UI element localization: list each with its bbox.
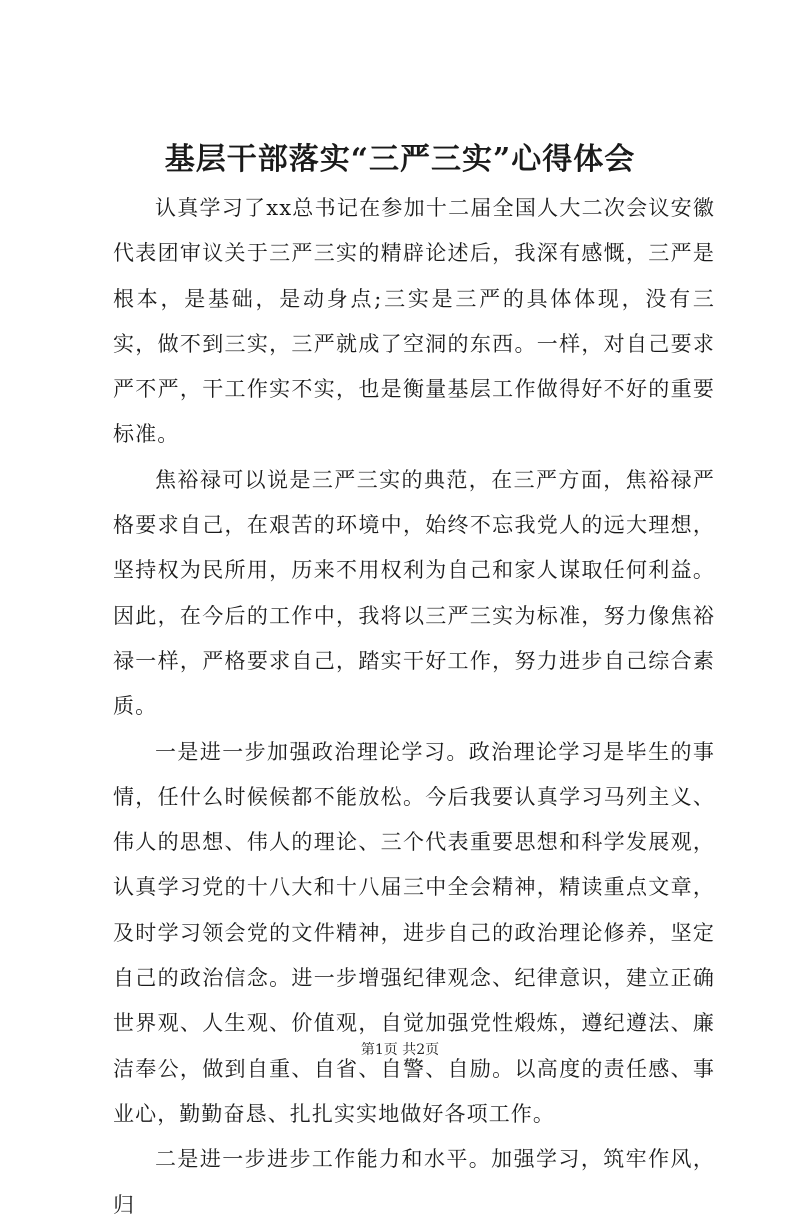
- paragraph: 一是进一步加强政治理论学习。政治理论学习是毕生的事情，任什么时候候都不能放松。今后我要认真学习马列主义、伟人的思想、伟人的理论、三个代表重要思想和科学发展观，认真学习党的十八大和十八届三中全会精神，精读重点文章，及时学习领会党的文件精神，进步自己的政治理论修养，坚定自己的政治信念。进一步增强纪律观念、纪律意识，建立正确世界观、人生观、价值观，自觉加强党性煅炼，遵纪遵法、廉洁奉公，做到自重、自省、自警、自励。以高度的责任感、事业心，勤勤奋恳、扎扎实实地做好各项工作。: [113, 739, 715, 1126]
- page-footer: 第1页 共2页: [360, 1042, 440, 1058]
- document-title: 基层干部落实“三严三实”心得体会: [164, 142, 636, 177]
- paragraph: 焦裕禄可以说是三严三实的典范，在三严方面，焦裕禄严格要求自己，在艰苦的环境中，始终不忘我党人的远大理想，坚持权为民所用，历来不用权利为自己和家人谋取任何利益。因此，在今后的工作中，我将以三严三实为标准，努力像焦裕禄一样，严格要求自己，踏实干好工作，努力进步自己综合素质。: [113, 467, 715, 719]
- paragraph: 认真学习了xx总书记在参加十二届全国人大二次会议安徽代表团审议关于三严三实的精辟论述后，我深有感慨，三严是根本，是基础，是动身点;三实是三严的具体体现，没有三实，做不到三实，三严就成了空洞的东西。一样，对自己要求严不严，干工作实不实，也是衡量基层工作做得好不好的重要标准。: [113, 196, 715, 447]
- paragraph: 二是进一步进步工作能力和水平。加强学习，筑牢作风，归: [113, 1147, 715, 1217]
- document-body: [113, 186, 715, 1228]
